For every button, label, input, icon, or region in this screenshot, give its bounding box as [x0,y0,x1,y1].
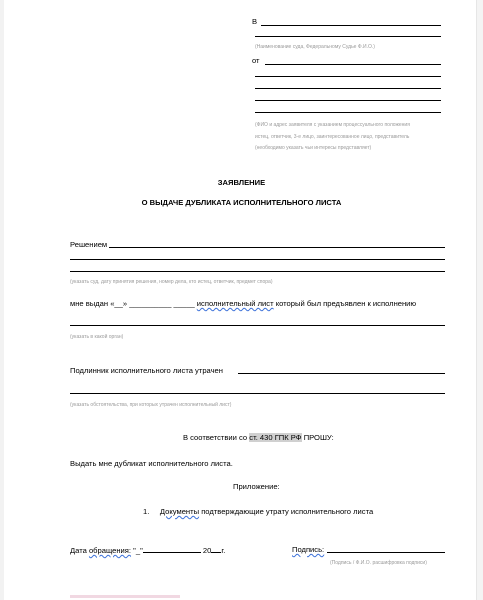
basis-suffix: ПРОШУ: [303,433,334,442]
date-word: обращения: [88,546,132,555]
appendix-item-rest: подтверждающие утрату исполнительного листа [201,507,374,516]
issued-line [70,299,416,308]
authority-hint: (указать в какой орган) [70,334,124,340]
appendix-item-number: 1. [143,507,150,516]
executive-writ-link: исполнительный лист [196,299,274,308]
lost-line-2 [70,393,445,394]
applicant-line-5 [255,112,441,113]
circumstances-hint: (указать обстоятельства, при которых утрачен исполнительный лист) [70,402,232,408]
request-text: Выдать мне дубликат исполнительного листа. [70,459,233,468]
decision-line-1 [109,247,445,248]
decision-line-3 [70,271,445,272]
applicant-line-4 [255,100,441,101]
date-line [70,545,225,555]
lost-label: Подлинник исполнительного листа утрачен [70,366,223,375]
issued-suffix: который был предъявлен к исполнению [275,299,417,308]
appendix-title: Приложение: [233,482,280,491]
basis-line [183,433,334,442]
law-article-reference: ст. 430 ГПК РФ [249,433,302,442]
basis-prefix: В соответствии со [183,433,248,442]
page-left-shadow [0,0,4,600]
to-prefix: В [252,17,258,26]
signature-label: Подпись: [292,545,325,554]
date-month-blank [143,545,201,553]
decision-hint: (указать суд, дату принятия решения, номер дела, кто истец, ответчик, предмет спора) [70,279,273,285]
date-close-quote: " [140,546,143,555]
appendix-item [143,507,373,516]
lost-line-1 [238,373,445,374]
date-year: 20 [202,546,212,555]
date-year-blank [211,545,221,553]
page-footer-strip [70,595,180,598]
appendix-item-word: Документы [159,507,200,516]
applicant-hint-2: истец, ответчик, 3-е лицо, заинтересованное лицо, представитель [255,134,410,140]
court-line-2 [255,36,441,37]
authority-line [70,325,445,326]
date-suffix: г. [221,546,226,555]
issued-mid: » __________ _____ [122,299,195,308]
applicant-line-2 [255,76,441,77]
decision-line-2 [70,259,445,260]
signature-line [327,552,445,553]
from-prefix: от [252,56,260,65]
date-open-quote: " [133,546,136,555]
date-label: Дата [70,546,87,555]
applicant-line-1 [265,64,441,65]
date-day: _ [135,546,141,555]
page-right-edge [476,0,483,600]
decision-label: Решением [70,240,108,249]
issued-day: __ [114,299,123,308]
issued-prefix: мне выдан « [70,299,115,308]
court-hint: (Наименование суда, Федеральному Судье Ф.И.О.) [255,44,375,50]
document-subtitle: О ВЫДАЧЕ ДУБЛИКАТА ИСПОЛНИТЕЛЬНОГО ЛИСТА [141,198,342,207]
applicant-hint-3: (необходимо указать чьи интересы представляет) [255,145,372,151]
applicant-hint-1: (ФИО и адрес заявителя с указанием процессуального положения [255,122,410,128]
signature-hint: (Подпись / Ф.И.О. расшифровка подписи) [330,560,427,566]
applicant-line-3 [255,88,441,89]
document-title: ЗАЯВЛЕНИЕ [217,178,266,187]
court-line-1 [261,25,441,26]
